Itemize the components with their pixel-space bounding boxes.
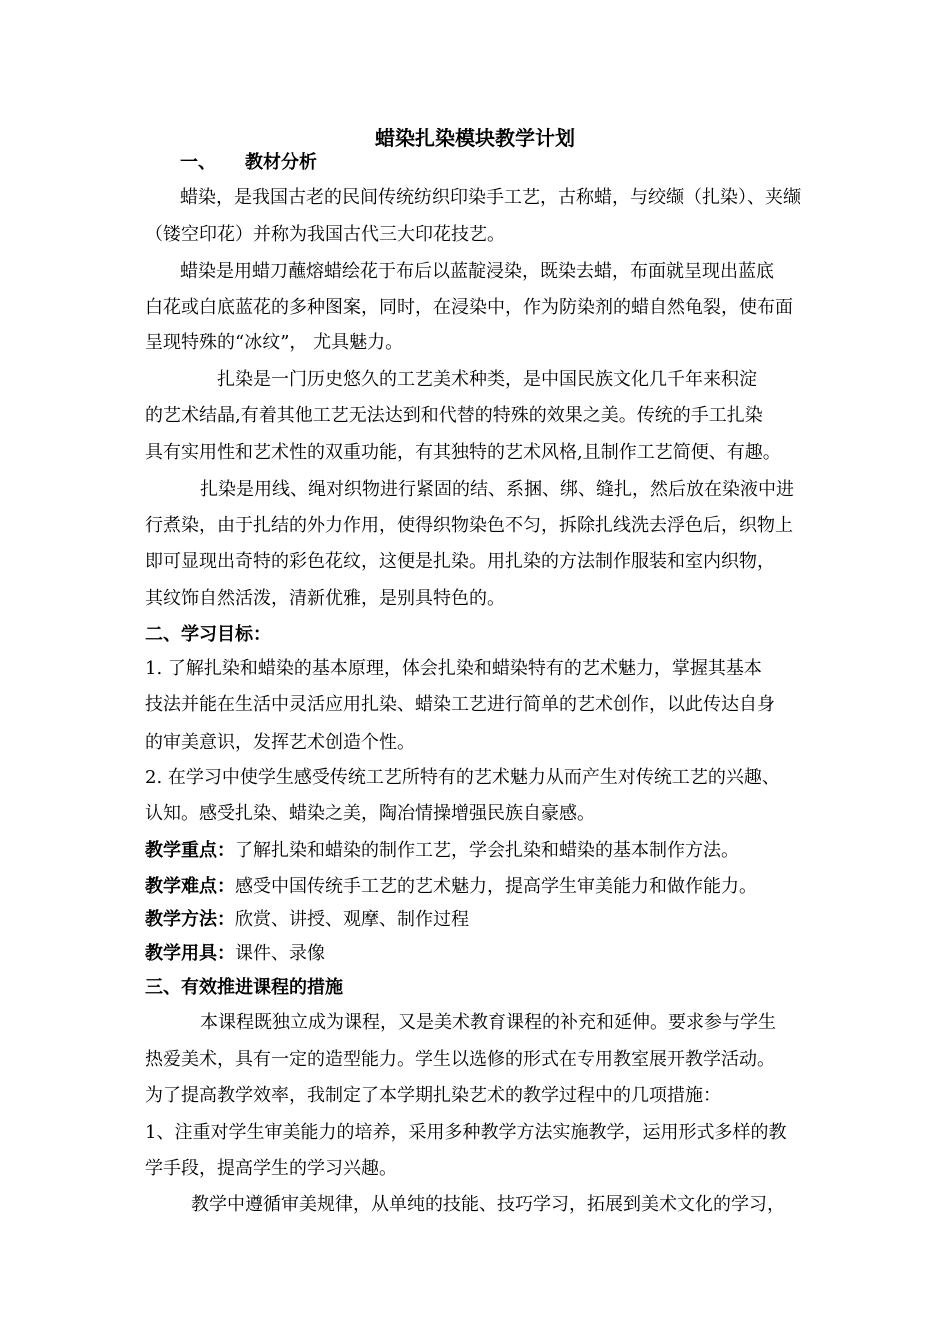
paragraph-line: 行煮染，由于扎结的外力作用，使得织物染色不匀，拆除扎线洗去浮色后，织物上 (145, 515, 793, 536)
key-point-line (145, 839, 739, 863)
section-1-heading: 教材分析 (245, 152, 317, 173)
document-title: 蜡染扎染模块教学计划 (375, 126, 575, 150)
goal-line: 认知。感受扎染、蜡染之美，陶冶情操增强民族自豪感。 (145, 803, 595, 824)
key-point-text: 了解扎染和蜡染的制作工艺，学会扎染和蜡染的基本制作方法。 (235, 840, 739, 861)
paragraph-line: 教学中遵循审美规律，从单纯的技能、技巧学习，拓展到美术文化的学习， (191, 1194, 785, 1215)
paragraph-line: 扎染是用线、绳对织物进行紧固的结、系捆、绑、缝扎，然后放在染液中进 (200, 479, 794, 500)
tools-line (145, 942, 325, 966)
tools-label: 教学用具： (145, 943, 235, 964)
method-label: 教学方法： (145, 909, 235, 930)
paragraph-line: 具有实用性和艺术性的双重功能，有其独特的艺术风格,且制作工艺简便、有趣。 (145, 442, 781, 463)
paragraph-line: 为了提高教学效率，我制定了本学期扎染艺术的教学过程中的几项措施： (145, 1085, 721, 1106)
measure-line: 1、注重对学生审美能力的培养，采用多种教学方法实施教学，运用形式多样的教 (145, 1122, 787, 1143)
goal-line: 1. 了解扎染和蜡染的基本原理，体会扎染和蜡染特有的艺术魅力，掌握其基本 (145, 658, 762, 679)
goal-line: 2. 在学习中使学生感受传统工艺所特有的艺术魅力从而产生对传统工艺的兴趣、 (145, 767, 780, 788)
method-line (145, 908, 469, 932)
key-point-label: 教学重点： (145, 840, 235, 861)
section-3-heading: 三、有效推进课程的措施 (145, 977, 343, 998)
section-1-number: 一、 (180, 152, 216, 173)
paragraph-line: 蜡染是用蜡刀蘸熔蜡绘花于布后以蓝靛浸染，既染去蜡，布面就呈现出蓝底 (180, 261, 774, 282)
paragraph-line: 白花或白底蓝花的多种图案，同时，在浸染中，作为防染剂的蜡自然龟裂，使布面 (145, 297, 793, 318)
paragraph-line: 本课程既独立成为课程，又是美术教育课程的补充和延伸。要求参与学生 (200, 1012, 776, 1033)
paragraph-line: （镂空印花）并称为我国古代三大印花技艺。 (145, 224, 505, 245)
paragraph-line: 热爱美术，具有一定的造型能力。学生以选修的形式在专用教室展开教学活动。 (145, 1049, 775, 1070)
tools-text: 课件、录像 (235, 943, 325, 964)
section-2-heading: 二、学习目标： (145, 624, 271, 645)
method-text: 欣赏、讲授、观摩、制作过程 (235, 909, 469, 930)
paragraph-line: 呈现特殊的“冰纹”， 尤具魅力。 (145, 332, 404, 353)
difficulty-line (145, 875, 757, 899)
goal-line: 技法并能在生活中灵活应用扎染、蜡染工艺进行简单的艺术创作，以此传达自身 (145, 694, 775, 715)
paragraph-line: 即可显现出奇特的彩色花纹，这便是扎染。用扎染的方法制作服装和室内织物， (145, 551, 775, 572)
measure-line: 学手段，提高学生的学习兴趣。 (145, 1158, 397, 1179)
paragraph-line: 扎染是一门历史悠久的工艺美术种类，是中国民族文化几千年来积淀 (217, 369, 757, 390)
paragraph-line: 蜡染，是我国古老的民间传统纺织印染手工艺，古称蜡，与绞缬（扎染）、夹缬 (180, 187, 801, 208)
difficulty-label: 教学难点： (145, 876, 235, 897)
difficulty-text: 感受中国传统手工艺的艺术魅力，提高学生审美能力和做作能力。 (235, 876, 757, 897)
paragraph-line: 其纹饰自然活泼，清新优雅，是别具特色的。 (145, 588, 505, 609)
paragraph-line: 的艺术结晶,有着其他工艺无法达到和代替的特殊的效果之美。传统的手工扎染 (145, 405, 763, 426)
goal-line: 的审美意识，发挥艺术创造个性。 (145, 732, 415, 753)
